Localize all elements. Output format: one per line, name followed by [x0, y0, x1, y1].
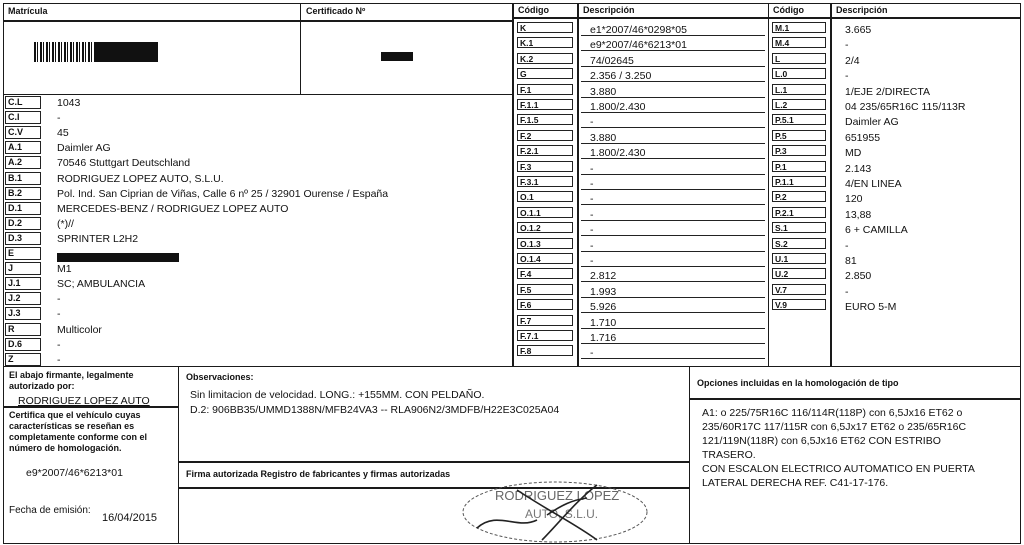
left-field-code: A.1 [5, 141, 41, 154]
right-col-divider [830, 3, 832, 367]
right-field-code: M.4 [772, 37, 826, 48]
mid-field-code: F.2.1 [517, 145, 573, 156]
descripcion-header-2: Descripción [836, 5, 888, 15]
company-stamp [447, 470, 667, 544]
left-field-code: J.2 [5, 292, 41, 305]
right-field-value: 13,88 [845, 208, 872, 221]
opciones-line: CON ESCALON ELECTRICO AUTOMATICO EN PUERTA [702, 463, 975, 475]
mid-field-code: F.1 [517, 84, 573, 95]
left-field-value: (*)// [57, 217, 74, 230]
opciones-divider [689, 398, 1021, 400]
certificado-label: Certificado Nº [306, 6, 366, 16]
mid-field-code: F.6 [517, 299, 573, 310]
right-field-value: 120 [845, 193, 863, 206]
left-field-code: D.3 [5, 232, 41, 245]
right-field-value: 2.850 [845, 270, 872, 283]
left-field-code: B.1 [5, 172, 41, 185]
mid-field-code: O.1.3 [517, 238, 573, 249]
fecha-value: 16/04/2015 [102, 512, 158, 524]
mid-field-value: 1.993 [590, 285, 617, 298]
left-field-value: - [57, 112, 61, 125]
right-field-code: V.9 [772, 299, 826, 310]
mid-field-value-cell [581, 163, 765, 175]
mid-field-value: 1.800/2.430 [590, 101, 646, 113]
firma-label: Firma autorizada Registro de fabricantes y firmas autorizadas [186, 469, 451, 479]
left-field-value: - [57, 308, 61, 321]
right-field-code: P.5.1 [772, 114, 826, 125]
mid-field-value: 5.926 [590, 301, 617, 314]
vin-redaction [57, 253, 179, 262]
mid-field-code: F.1.5 [517, 114, 573, 125]
opciones-lines [702, 406, 975, 490]
right-field-code: P.5 [772, 130, 826, 141]
mid-field-code: F.3.1 [517, 176, 573, 187]
mid-field-value: - [590, 162, 594, 175]
mid-field-value: 1.710 [590, 316, 617, 329]
right-field-code: M.1 [772, 22, 826, 33]
right-field-code: P.3 [772, 145, 826, 156]
left-field-value: - [57, 293, 61, 306]
observaciones-line2: D.2: 906BB35/UMMD1388N/MFB24VA3 -- RLA906N2/3MDFB/H22E3C025A04 [190, 404, 560, 416]
matricula-label: Matrícula [8, 6, 48, 16]
opciones-label: Opciones incluidas en la homologación de tipo [697, 378, 899, 388]
mid-field-code: K [517, 22, 573, 33]
left-field-code: J.1 [5, 277, 41, 290]
left-field-code: J [5, 262, 41, 275]
observaciones-label: Observaciones: [186, 372, 254, 382]
mid-field-value: 2.812 [590, 270, 617, 283]
left-field-value: Daimler AG [57, 142, 111, 155]
left-field-code: E [5, 247, 41, 260]
opciones-line: LATERAL DERECHA REF. C41-17-176. [702, 477, 889, 489]
opciones-line: 235/60R17C 117/115R con 6,5Jx17 ET62 o 235/65R16C [702, 421, 967, 433]
right-field-value: 4/EN LINEA [845, 178, 902, 190]
right-field-code: L [772, 53, 826, 64]
left-field-value: Pol. Ind. San Ciprian de Viñas, Calle 6 nº 25 / 32901 Ourense / España [57, 187, 389, 200]
mid-field-value: - [590, 255, 594, 267]
left-field-value: 1043 [57, 97, 81, 109]
left-field-code: C.L [5, 96, 41, 109]
right-field-code: U.1 [772, 253, 826, 264]
mid-field-code: O.1.2 [517, 222, 573, 233]
signer-company: RODRIGUEZ LOPEZ AUTO [18, 395, 150, 407]
right-field-value: - [845, 285, 849, 298]
left-field-code: J.3 [5, 307, 41, 320]
mid-field-value-cell [581, 255, 765, 267]
right-field-value: EURO 5-M [845, 301, 897, 314]
right-field-value: 04 235/65R16C 115/113R [845, 101, 966, 113]
signer-homologation: e9*2007/46*6213*01 [26, 467, 123, 479]
mid-field-code: F.4 [517, 268, 573, 279]
mid-col-divider [577, 3, 579, 367]
mid-field-value: 1.716 [590, 332, 617, 344]
fecha-label: Fecha de emisión: [9, 505, 91, 516]
mid-field-code: O.1 [517, 191, 573, 202]
right-field-value: 2.143 [845, 162, 872, 175]
right-field-value: 3.665 [845, 24, 872, 36]
right-field-value: - [845, 39, 849, 52]
left-field-value: MERCEDES-BENZ / RODRIGUEZ LOPEZ AUTO [57, 202, 289, 215]
mid-field-value: - [590, 239, 594, 252]
observaciones-divider [178, 461, 690, 463]
right-field-code: S.1 [772, 222, 826, 233]
mid-field-value: e1*2007/46*0298*05 [590, 24, 687, 36]
opciones-line: TRASERO. [702, 449, 756, 461]
mid-field-value-cell [581, 209, 765, 221]
mid-header-underline [513, 17, 769, 19]
mid-field-code: K.2 [517, 53, 573, 64]
left-field-value: SC; AMBULANCIA [57, 278, 146, 291]
left-field-value: M1 [57, 263, 72, 276]
mid-field-value: 3.880 [590, 85, 617, 98]
signer-certifies: Certifica que el vehículo cuyas características se reseñan es completamente conforme con el número de homologación. [9, 410, 148, 453]
descripcion-header-1: Descripción [583, 5, 635, 15]
right-field-value: 2/4 [845, 54, 860, 67]
right-field-value: 1/EJE 2/DIRECTA [845, 85, 930, 98]
mid-field-code: F.3 [517, 161, 573, 172]
mid-field-value: - [590, 224, 594, 237]
matricula-redaction [96, 42, 158, 62]
mid-field-value-cell [581, 116, 765, 128]
mid-field-code: F.1.1 [517, 99, 573, 110]
mid-field-code: K.1 [517, 37, 573, 48]
left-field-code: D.6 [5, 338, 41, 351]
left-field-value: - [57, 338, 61, 351]
left-field-value: SPRINTER L2H2 [57, 232, 139, 245]
right-header-underline [768, 17, 1021, 19]
right-field-value: Daimler AG [845, 116, 899, 129]
mid-field-code: O.1.1 [517, 207, 573, 218]
right-field-value: - [845, 239, 849, 252]
mid-field-value: e9*2007/46*6213*01 [590, 39, 687, 52]
left-field-code: B.2 [5, 187, 41, 200]
right-field-code: L.2 [772, 99, 826, 110]
mid-field-value: - [590, 347, 594, 360]
mid-field-code: F.5 [517, 284, 573, 295]
right-field-value: 81 [845, 255, 857, 267]
left-field-value: - [57, 353, 61, 366]
mid-field-code: F.7.1 [517, 330, 573, 341]
stamp-line1: RODRIGUEZ LOPEZ [495, 488, 620, 503]
left-field-value: 70546 Stuttgart Deutschland [57, 157, 191, 170]
codigo-header-1: Código [518, 5, 549, 15]
right-field-value: 651955 [845, 131, 881, 144]
right-field-value: 6 + CAMILLA [845, 224, 908, 237]
opciones-line: 121/119N(118R) con 6,5Jx16 ET62 CON ESTRIBO [702, 435, 941, 447]
left-field-code: C.V [5, 126, 41, 139]
mid-field-code: G [517, 68, 573, 79]
left-field-value: RODRIGUEZ LOPEZ AUTO, S.L.U. [57, 172, 224, 185]
right-field-code: L.1 [772, 84, 826, 95]
mid-field-code: O.1.4 [517, 253, 573, 264]
mid-field-value: - [590, 116, 594, 129]
right-field-code: V.7 [772, 284, 826, 295]
mid-field-code: F.2 [517, 130, 573, 141]
right-field-code: S.2 [772, 238, 826, 249]
right-field-code: P.2 [772, 191, 826, 202]
mid-field-value-cell [581, 224, 765, 236]
mid-field-value-cell [581, 347, 765, 359]
mid-field-value: 2.356 / 3.250 [590, 70, 652, 83]
observaciones-line1: Sin limitacion de velocidad. LONG.: +155MM. CON PELDAÑO. [190, 389, 485, 401]
left-field-code: D.1 [5, 202, 41, 215]
certificado-box [300, 3, 513, 95]
right-field-value: - [845, 70, 849, 83]
left-field-code: D.2 [5, 217, 41, 230]
mid-field-value: 3.880 [590, 131, 617, 144]
left-field-value: Multicolor [57, 323, 102, 336]
mid-field-value: 1.800/2.430 [590, 147, 646, 160]
right-field-value: MD [845, 147, 862, 160]
opciones-line: A1: o 225/75R16C 116/114R(118P) con 6,5Jx16 ET62 o [702, 407, 963, 419]
left-field-code: C.I [5, 111, 41, 124]
header-divider-left [3, 20, 513, 22]
mid-field-code: F.7 [517, 315, 573, 326]
left-field-code: A.2 [5, 156, 41, 169]
right-field-code: P.1 [772, 161, 826, 172]
left-field-code: Z [5, 353, 41, 366]
right-field-code: P.2.1 [772, 207, 826, 218]
signer-label: El abajo firmante, legalmente autorizado por: [9, 370, 134, 391]
mid-field-code: F.8 [517, 345, 573, 356]
codigo-header-2: Código [773, 5, 804, 15]
left-field-code: R [5, 323, 41, 336]
right-field-code: L.0 [772, 68, 826, 79]
stamp-line2: AUTO, S.L.U. [525, 507, 599, 521]
mid-field-value-cell [581, 240, 765, 252]
left-field-value: 45 [57, 127, 69, 140]
certificado-redaction [381, 52, 413, 61]
mid-field-value: - [590, 208, 594, 221]
mid-field-value: - [590, 178, 594, 190]
right-field-code: P.1.1 [772, 176, 826, 187]
right-field-code: U.2 [772, 268, 826, 279]
matricula-barcode-redaction [34, 42, 96, 62]
mid-field-value: 74/02645 [590, 54, 634, 67]
mid-field-value: - [590, 193, 594, 206]
mid-field-value-cell [581, 193, 765, 205]
mid-field-value-cell [581, 178, 765, 190]
